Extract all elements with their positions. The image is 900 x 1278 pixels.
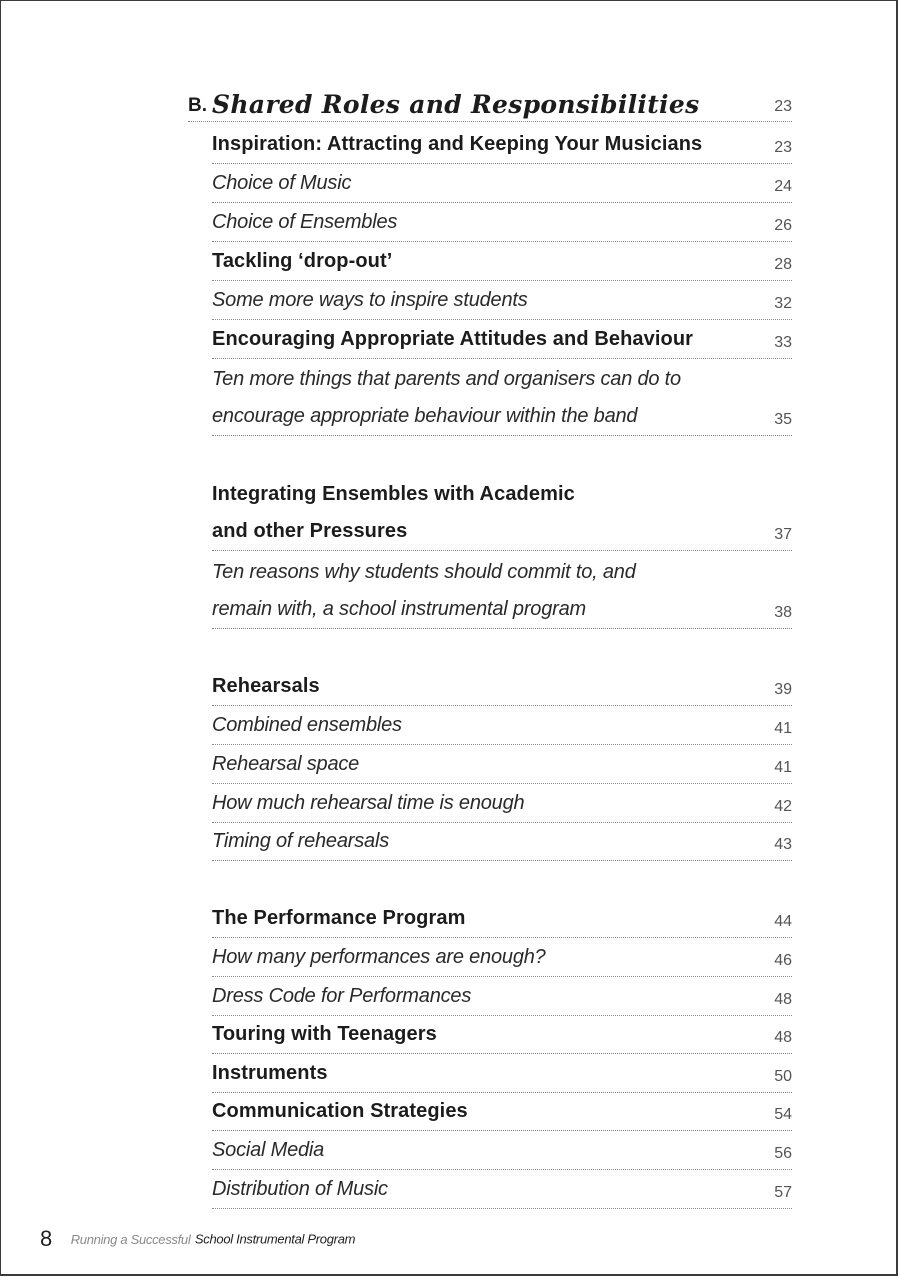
toc-entry-page: 48 — [774, 991, 792, 1008]
toc-entry-label: The Performance Program — [212, 907, 466, 929]
toc-entry-rehearsals[interactable] — [212, 667, 792, 706]
section-heading — [188, 84, 792, 122]
toc-entry-social-media[interactable] — [212, 1131, 792, 1170]
toc-entry-label: Social Media — [212, 1139, 325, 1161]
toc-entry-page: 26 — [774, 217, 792, 234]
toc-entry-touring[interactable] — [212, 1015, 792, 1054]
toc-entry-label: How many performances are enough? — [212, 946, 546, 968]
toc-entry-label: Choice of Music — [212, 172, 352, 194]
toc-entry-timing-of-rehearsals[interactable] — [212, 822, 792, 861]
section-page-number: 23 — [774, 98, 792, 115]
footer-book-title-light: Running a Successful — [70, 1231, 191, 1247]
toc-entry-label: Ten reasons why students should commit to, and — [212, 561, 636, 583]
toc-entry-communication[interactable] — [212, 1092, 792, 1131]
toc-entry-page: 41 — [774, 759, 792, 776]
toc-entry-integrating-line1[interactable] — [212, 474, 792, 513]
toc-entry-inspiration[interactable] — [212, 125, 792, 164]
toc-entry-label: Distribution of Music — [212, 1178, 388, 1200]
toc-entry-label: encourage appropriate behaviour within the band — [212, 405, 638, 427]
toc-entry-label: Some more ways to inspire students — [212, 289, 528, 311]
toc-entry-label: Ten more things that parents and organisers can do to — [212, 368, 681, 390]
page-footer — [40, 1226, 355, 1252]
toc-entry-label: Inspiration: Attracting and Keeping Your Musicians — [212, 133, 703, 155]
toc-entry-page: 32 — [774, 295, 792, 312]
toc-entry-page: 38 — [774, 604, 792, 621]
toc-entry-page: 46 — [774, 952, 792, 969]
section-letter: B. — [188, 95, 207, 116]
toc-entry-label: Tackling ‘drop-out’ — [212, 250, 393, 272]
toc-entry-page: 23 — [774, 139, 792, 156]
toc-entry-label: Encouraging Appropriate Attitudes and Behaviour — [212, 328, 694, 350]
toc-entry-ten-reasons-line2[interactable] — [212, 590, 792, 629]
footer-page-number: 8 — [40, 1226, 53, 1251]
toc-entry-ways-to-inspire[interactable] — [212, 281, 792, 320]
toc-entry-ten-more-things-line1[interactable] — [212, 359, 792, 398]
toc-entry-page: 39 — [774, 681, 792, 698]
toc-entry-rehearsal-space[interactable] — [212, 745, 792, 784]
toc-entry-ten-reasons-line1[interactable] — [212, 552, 792, 591]
toc-entry-choice-of-music[interactable] — [212, 164, 792, 203]
toc-entry-page: 57 — [774, 1184, 792, 1201]
toc-entry-page: 33 — [774, 334, 792, 351]
toc-entry-page: 41 — [774, 720, 792, 737]
toc-entry-label: Choice of Ensembles — [212, 211, 398, 233]
toc-entry-label: Combined ensembles — [212, 714, 402, 736]
toc-entry-performance-program[interactable] — [212, 899, 792, 938]
toc-entry-page: 42 — [774, 798, 792, 815]
toc-entry-label: Rehearsal space — [212, 753, 360, 775]
toc-entry-label: Rehearsals — [212, 675, 320, 697]
toc-entry-label: Communication Strategies — [212, 1100, 468, 1122]
toc-entry-rehearsal-time[interactable] — [212, 784, 792, 823]
toc-entry-label: Dress Code for Performances — [212, 985, 472, 1007]
toc-entry-page: 56 — [774, 1145, 792, 1162]
toc-entry-page: 44 — [774, 913, 792, 930]
toc-entry-ten-more-things-line2[interactable] — [212, 397, 792, 436]
toc-entry-page: 48 — [774, 1029, 792, 1046]
toc-entry-integrating-line2[interactable] — [212, 512, 792, 551]
toc-entry-choice-of-ensembles[interactable] — [212, 203, 792, 242]
toc-entry-how-many-performances[interactable] — [212, 938, 792, 977]
footer-book-title-strong: School Instrumental Program — [194, 1231, 356, 1247]
toc-entry-page: 28 — [774, 256, 792, 273]
toc-entry-page: 50 — [774, 1068, 792, 1085]
toc-entry-label: remain with, a school instrumental program — [212, 598, 586, 620]
toc-entry-page: 43 — [774, 836, 792, 853]
toc-entry-page: 54 — [774, 1106, 792, 1123]
toc-entry-combined-ensembles[interactable] — [212, 706, 792, 745]
toc-entry-dress-code[interactable] — [212, 977, 792, 1016]
toc-entry-attitudes-behaviour[interactable] — [212, 320, 792, 359]
toc-entry-label: Timing of rehearsals — [212, 830, 390, 852]
toc-entry-instruments[interactable] — [212, 1054, 792, 1093]
toc-entry-label: Touring with Teenagers — [212, 1023, 437, 1045]
toc-entry-tackling-drop-out[interactable] — [212, 242, 792, 281]
toc-entry-distribution[interactable] — [212, 1170, 792, 1209]
toc-entry-page: 37 — [774, 526, 792, 543]
toc-entry-label: and other Pressures — [212, 520, 408, 542]
section-title: Shared Roles and Responsibilities — [212, 90, 700, 119]
toc-entry-page: 24 — [774, 178, 792, 195]
toc-entry-label: Instruments — [212, 1062, 328, 1084]
toc-entry-label: How much rehearsal time is enough — [212, 792, 525, 814]
toc-entry-label: Integrating Ensembles with Academic — [212, 483, 575, 505]
toc-entry-page: 35 — [774, 411, 792, 428]
